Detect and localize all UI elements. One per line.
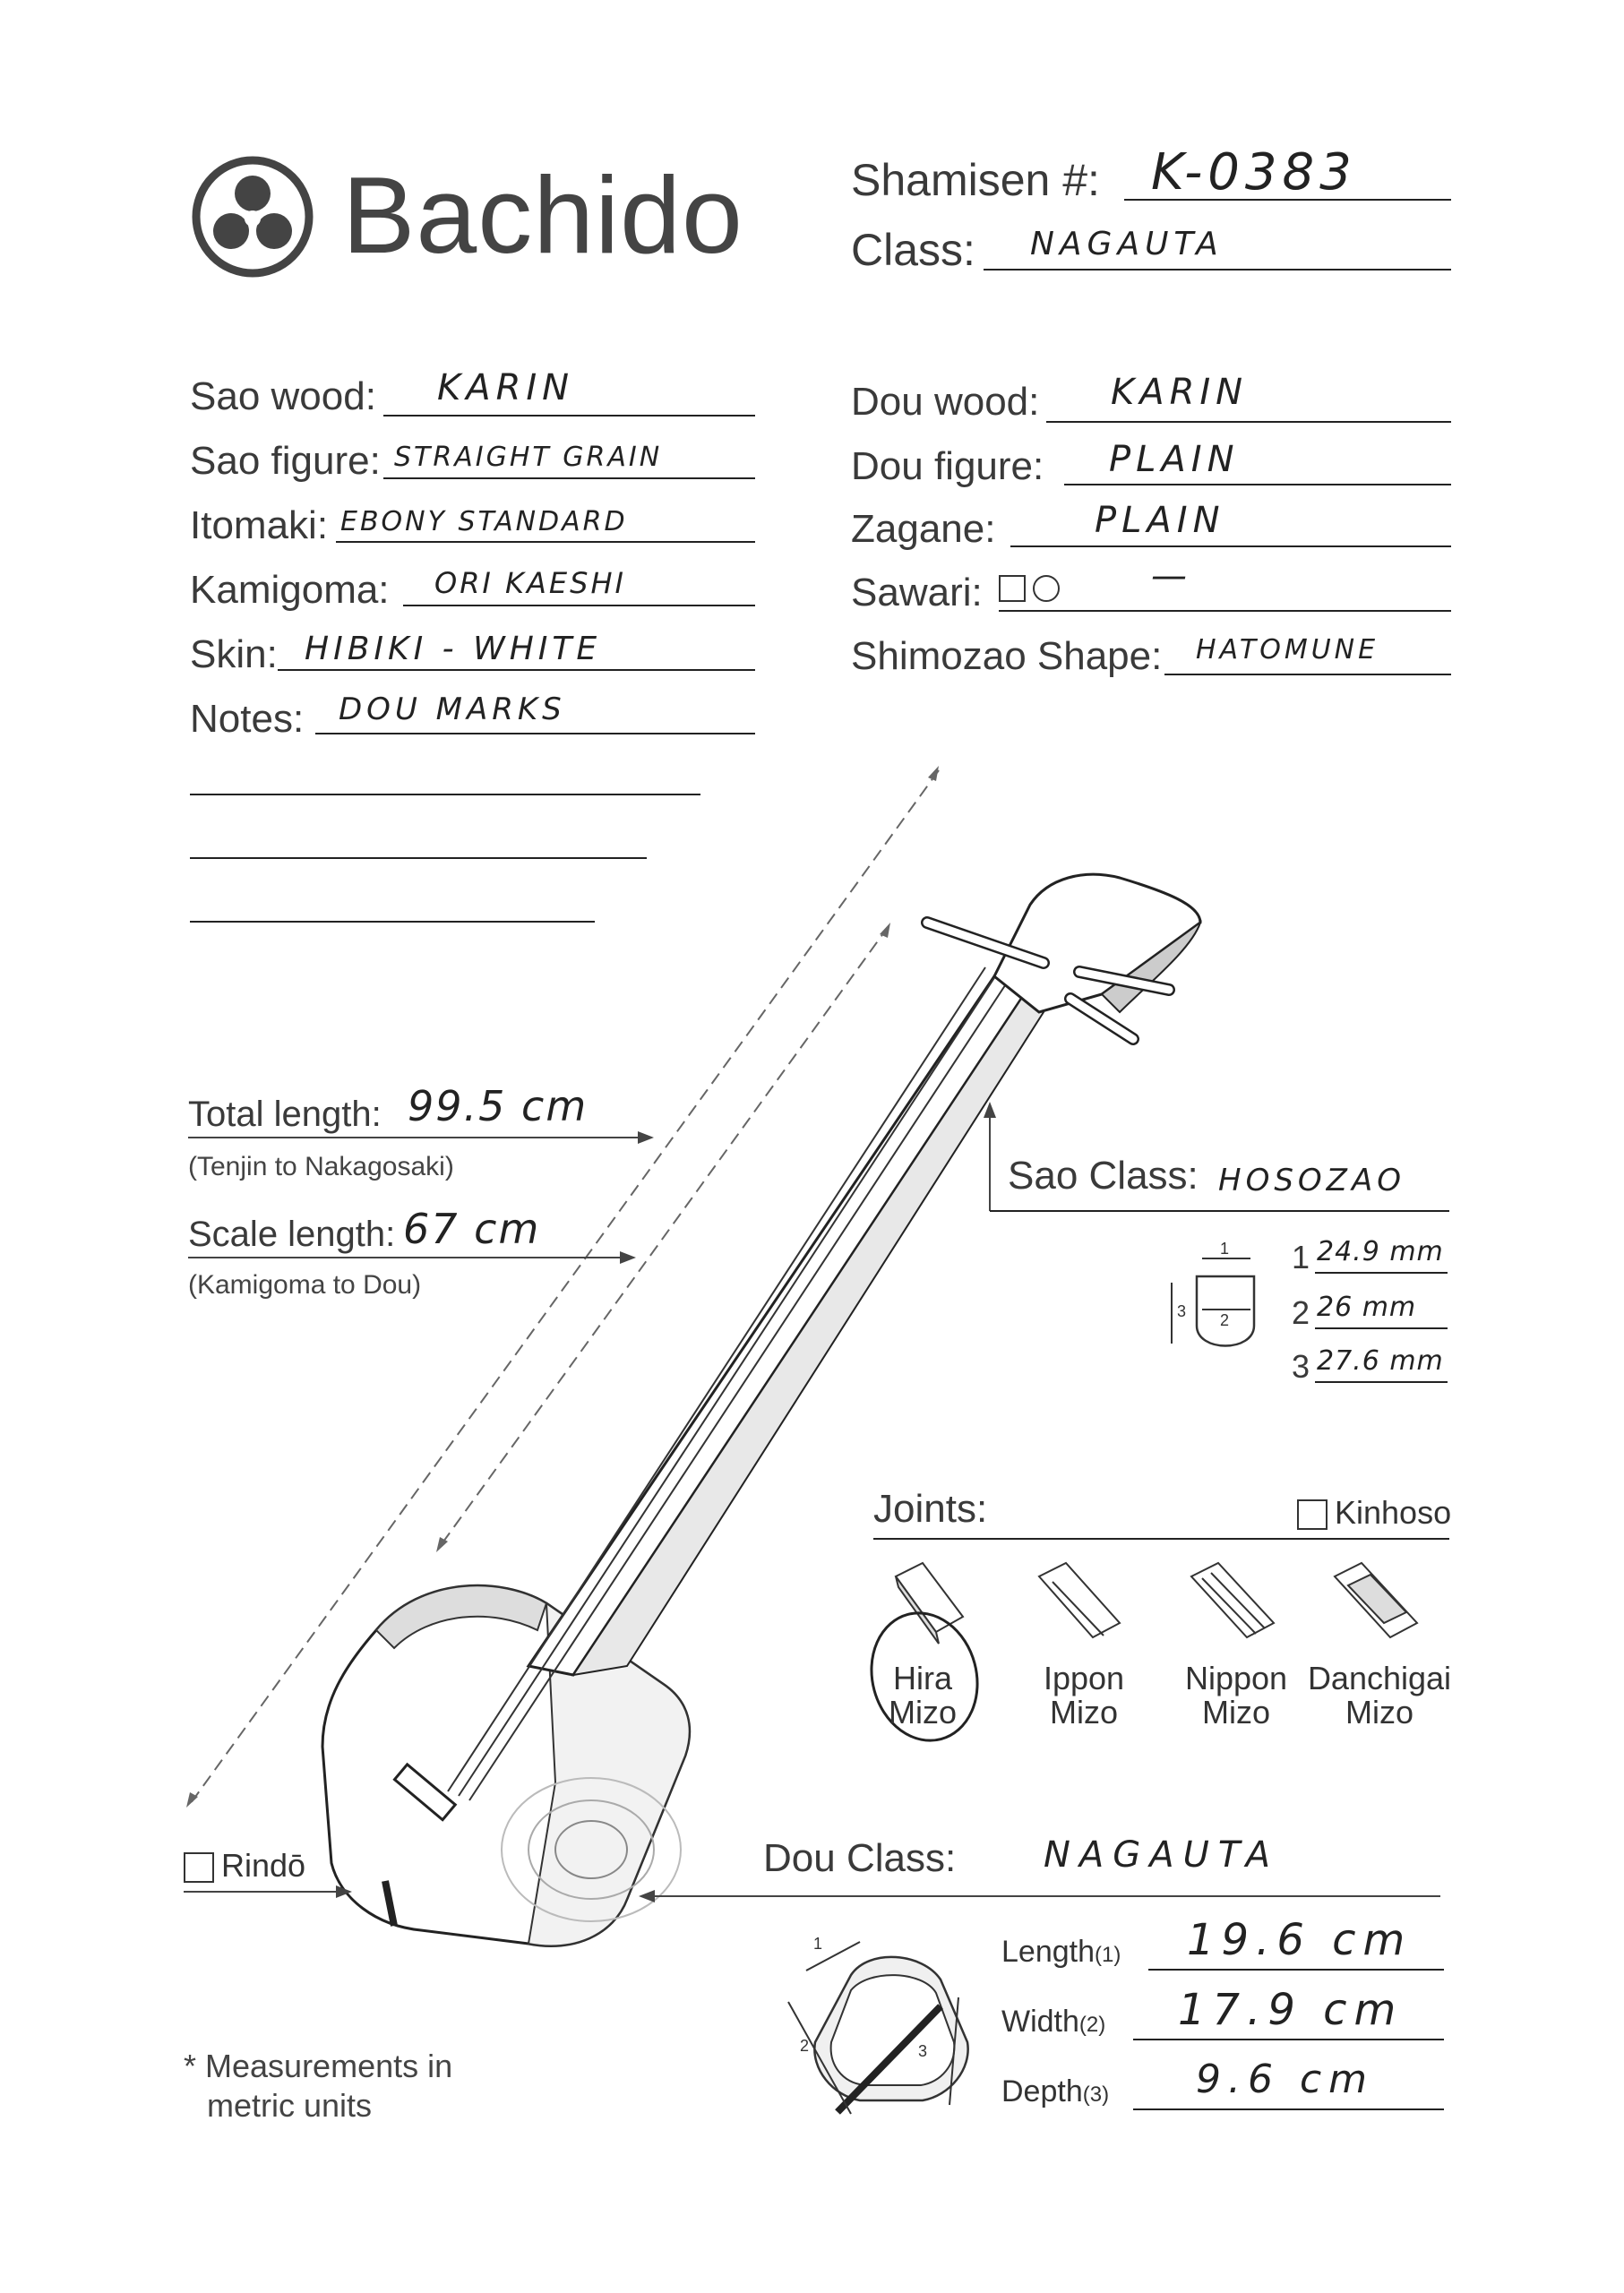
dou-depth-value: 9.6 cm bbox=[1196, 2057, 1375, 2102]
dou-wood-value: KARIN bbox=[1111, 372, 1249, 413]
sao-dim-3-value: 27.6 mm bbox=[1317, 1345, 1444, 1377]
joint-ippon-line2: Mizo bbox=[1049, 1694, 1118, 1730]
sao-class-value: HOSOZAO bbox=[1218, 1163, 1405, 1198]
skin-label: Skin: bbox=[190, 632, 278, 676]
dou-depth-line bbox=[1133, 2108, 1444, 2110]
total-length-value: 99.5 cm bbox=[408, 1082, 589, 1130]
itomaki-label: Itomaki: bbox=[190, 503, 329, 547]
svg-text:1: 1 bbox=[1220, 1240, 1230, 1258]
joint-hira-line1: Hira bbox=[892, 1660, 952, 1696]
kinhoso-option bbox=[1297, 1494, 1451, 1532]
shimozao-shape-value: HATOMUNE bbox=[1196, 634, 1379, 666]
svg-text:3: 3 bbox=[918, 2042, 928, 2060]
joint-hira-mizo[interactable] bbox=[882, 1662, 963, 1730]
sao-dim-3-num: 3 bbox=[1292, 1348, 1310, 1385]
kinhoso-checkbox[interactable] bbox=[1297, 1499, 1328, 1530]
joint-ippon-line1: Ippon bbox=[1043, 1660, 1125, 1696]
dou-class-label: Dou Class: bbox=[763, 1836, 957, 1880]
sao-figure-value: STRAIGHT GRAIN bbox=[394, 442, 663, 473]
scale-length-value: 67 cm bbox=[403, 1205, 541, 1253]
svg-text:1: 1 bbox=[813, 1935, 823, 1953]
svg-text:3: 3 bbox=[1177, 1302, 1187, 1320]
joint-hira-line2: Mizo bbox=[888, 1694, 957, 1730]
shamisen-number-label: Shamisen #: bbox=[851, 155, 1100, 205]
class-value: NAGAUTA bbox=[1030, 226, 1224, 262]
joint-ippon-mizo[interactable] bbox=[1030, 1662, 1138, 1730]
skin-value: HIBIKI - WHITE bbox=[305, 631, 602, 667]
scale-length-label: Scale length: bbox=[188, 1215, 396, 1254]
footnote-line-1: * Measurements in bbox=[184, 2048, 453, 2084]
total-length-note: (Tenjin to Nakagosaki) bbox=[188, 1152, 454, 1181]
joint-danchigai-line1: Danchigai bbox=[1307, 1660, 1452, 1696]
kinhoso-label: Kinhoso bbox=[1335, 1494, 1452, 1531]
dou-wood-label: Dou wood: bbox=[851, 380, 1040, 424]
sao-dim-3-line bbox=[1315, 1381, 1448, 1383]
joints-label: Joints: bbox=[873, 1487, 988, 1531]
sao-class-label: Sao Class: bbox=[1008, 1154, 1199, 1198]
joint-nippon-mizo[interactable] bbox=[1173, 1662, 1299, 1730]
metric-footnote bbox=[184, 2047, 452, 2126]
svg-text:2: 2 bbox=[1220, 1311, 1230, 1329]
footnote-line-2: metric units bbox=[207, 2087, 373, 2124]
sao-dim-2-value: 26 mm bbox=[1317, 1292, 1417, 1323]
joint-nippon-line1: Nippon bbox=[1184, 1660, 1288, 1696]
dou-length-line bbox=[1148, 1969, 1444, 1971]
itomaki-value: EBONY STANDARD bbox=[340, 506, 628, 537]
sawari-value: — bbox=[1151, 555, 1192, 597]
sao-dim-1-value: 24.9 mm bbox=[1317, 1236, 1444, 1267]
dou-width-label: Width(2) bbox=[1001, 2005, 1106, 2039]
sao-dim-2-line bbox=[1315, 1327, 1448, 1329]
dou-class-value: NAGAUTA bbox=[1044, 1834, 1280, 1876]
shamisen-number-value: K-0383 bbox=[1151, 143, 1357, 202]
notes-label: Notes: bbox=[190, 697, 305, 741]
notes-value: DOU MARKS bbox=[339, 691, 566, 727]
sao-wood-value: KARIN bbox=[437, 367, 575, 408]
joint-danchigai-mizo[interactable] bbox=[1303, 1662, 1456, 1730]
sawari-label: Sawari: bbox=[851, 571, 983, 614]
dou-width-value: 17.9 cm bbox=[1178, 1985, 1404, 2035]
scale-length-note: (Kamigoma to Dou) bbox=[188, 1270, 422, 1300]
sao-dim-1-num: 1 bbox=[1292, 1239, 1310, 1275]
sao-dim-2-num: 2 bbox=[1292, 1294, 1310, 1331]
dou-length-value: 19.6 cm bbox=[1187, 1915, 1413, 1965]
sao-wood-label: Sao wood: bbox=[190, 374, 376, 418]
kamigoma-value: ORI KAESHI bbox=[434, 566, 626, 600]
svg-text:2: 2 bbox=[800, 2037, 810, 2055]
rindo-checkbox[interactable] bbox=[184, 1852, 214, 1883]
class-label: Class: bbox=[851, 225, 975, 275]
total-length-label: Total length: bbox=[188, 1095, 382, 1134]
rindo-label: Rindō bbox=[221, 1847, 306, 1884]
sao-dim-1-line bbox=[1315, 1272, 1448, 1274]
zagane-label: Zagane: bbox=[851, 507, 996, 551]
zagane-value: PLAIN bbox=[1095, 500, 1225, 541]
joint-danchigai-line2: Mizo bbox=[1345, 1694, 1413, 1730]
kamigoma-label: Kamigoma: bbox=[190, 568, 390, 612]
shimozao-shape-label: Shimozao Shape: bbox=[851, 634, 1163, 678]
dou-depth-label: Depth(3) bbox=[1001, 2074, 1110, 2108]
dou-width-line bbox=[1133, 2039, 1444, 2040]
dou-length-label: Length(1) bbox=[1001, 1935, 1121, 1969]
joint-nippon-line2: Mizo bbox=[1201, 1694, 1270, 1730]
dou-figure-value: PLAIN bbox=[1109, 439, 1240, 480]
sao-figure-label: Sao figure: bbox=[190, 439, 381, 483]
dou-figure-label: Dou figure: bbox=[851, 444, 1044, 488]
rindo-option bbox=[184, 1847, 305, 1885]
brand-name: Bachido bbox=[342, 154, 743, 276]
